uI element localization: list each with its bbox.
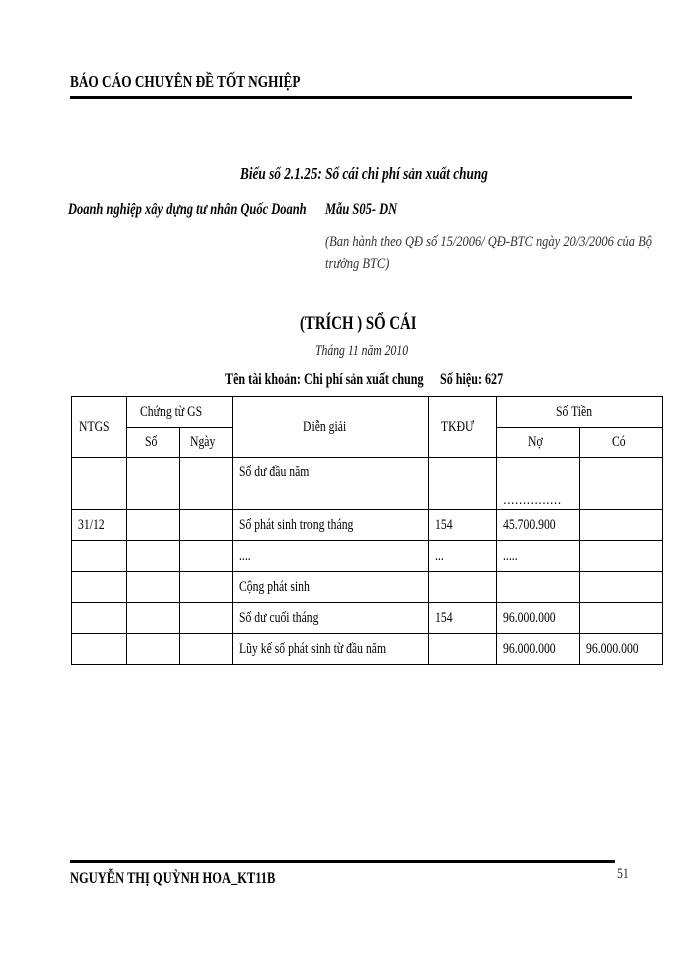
- form-issued-note: (Ban hành theo QĐ số 15/2006/ QĐ-BTC ngày 20/3/2006 của Bộ trưởng BTC): [325, 234, 652, 272]
- cell-description: Lũy kế số phát sinh từ đầu năm: [233, 634, 429, 665]
- account-name: Tên tài khoản: Chi phí sản xuất chung: [225, 371, 424, 388]
- cell-voucher-no: [127, 634, 180, 665]
- cell-description: Cộng phát sinh: [233, 572, 429, 603]
- cell-debit: .....: [496, 541, 579, 572]
- cell-date: 31/12: [72, 510, 127, 541]
- cell-debit: [496, 572, 579, 603]
- cell-contra: [428, 634, 496, 665]
- table-row: [72, 634, 663, 665]
- cell-credit: [579, 572, 662, 603]
- page-number: 51: [617, 866, 629, 882]
- cell-credit: [579, 541, 662, 572]
- cell-voucher-date: [180, 572, 233, 603]
- cell-voucher-no: [127, 510, 180, 541]
- footer-author: NGUYỄN THỊ QUỲNH HOA_KT11B: [70, 870, 276, 887]
- cell-contra: [428, 572, 496, 603]
- cell-debit: ……………: [496, 458, 579, 510]
- header-divider: [70, 96, 632, 99]
- ledger-table: [71, 396, 663, 665]
- header-voucher-date: Ngày: [180, 428, 233, 458]
- table-row: [72, 541, 663, 572]
- cell-description: Số phát sinh trong tháng: [233, 510, 429, 541]
- cell-credit: [579, 510, 662, 541]
- cell-voucher-no: [127, 541, 180, 572]
- table-row: [72, 572, 663, 603]
- cell-voucher-date: [180, 458, 233, 510]
- cell-voucher-date: [180, 603, 233, 634]
- cell-voucher-no: [127, 458, 180, 510]
- header-contra-account: TKĐƯ: [428, 397, 496, 458]
- cell-debit: 96.000.000: [496, 603, 579, 634]
- cell-credit: [579, 458, 662, 510]
- cell-description: Số dư đầu năm: [233, 458, 429, 510]
- cell-date: [72, 634, 127, 665]
- footer-divider: [70, 860, 615, 863]
- header-amount: Số Tiền: [496, 397, 662, 428]
- form-code: Mẫu S05- DN: [325, 201, 398, 218]
- cell-description: ....: [233, 541, 429, 572]
- cell-voucher-date: [180, 541, 233, 572]
- report-header-title: BÁO CÁO CHUYÊN ĐỀ TỐT NGHIỆP: [70, 72, 301, 91]
- ledger-period: Tháng 11 năm 2010: [315, 343, 409, 359]
- cell-date: [72, 458, 127, 510]
- cell-voucher-no: [127, 603, 180, 634]
- header-date: NTGS: [72, 397, 127, 458]
- table-row: [72, 458, 663, 510]
- cell-contra: 154: [428, 603, 496, 634]
- table-row: [72, 510, 663, 541]
- account-code: Số hiệu: 627: [440, 371, 504, 388]
- cell-credit: 96.000.000: [579, 634, 662, 665]
- header-credit: Có: [579, 428, 662, 458]
- cell-contra: ...: [428, 541, 496, 572]
- cell-description: Số dư cuối tháng: [233, 603, 429, 634]
- form-title: Biểu số 2.1.25: Sổ cái chi phí sản xuất chung: [240, 164, 488, 183]
- cell-voucher-date: [180, 510, 233, 541]
- cell-contra: 154: [428, 510, 496, 541]
- cell-credit: [579, 603, 662, 634]
- table-row: [72, 603, 663, 634]
- cell-contra: [428, 458, 496, 510]
- cell-debit: 45.700.900: [496, 510, 579, 541]
- header-voucher: Chứng từ GS: [127, 397, 233, 428]
- ledger-title: (TRÍCH ) SỔ CÁI: [300, 313, 417, 334]
- cell-debit: 96.000.000: [496, 634, 579, 665]
- cell-voucher-no: [127, 572, 180, 603]
- company-name: Doanh nghiệp xây dựng tư nhân Quốc Doanh: [68, 201, 307, 218]
- header-voucher-no: Số: [127, 428, 180, 458]
- header-description: Diễn giải: [233, 397, 429, 458]
- header-debit: Nợ: [496, 428, 579, 458]
- cell-date: [72, 603, 127, 634]
- cell-date: [72, 541, 127, 572]
- cell-voucher-date: [180, 634, 233, 665]
- cell-date: [72, 572, 127, 603]
